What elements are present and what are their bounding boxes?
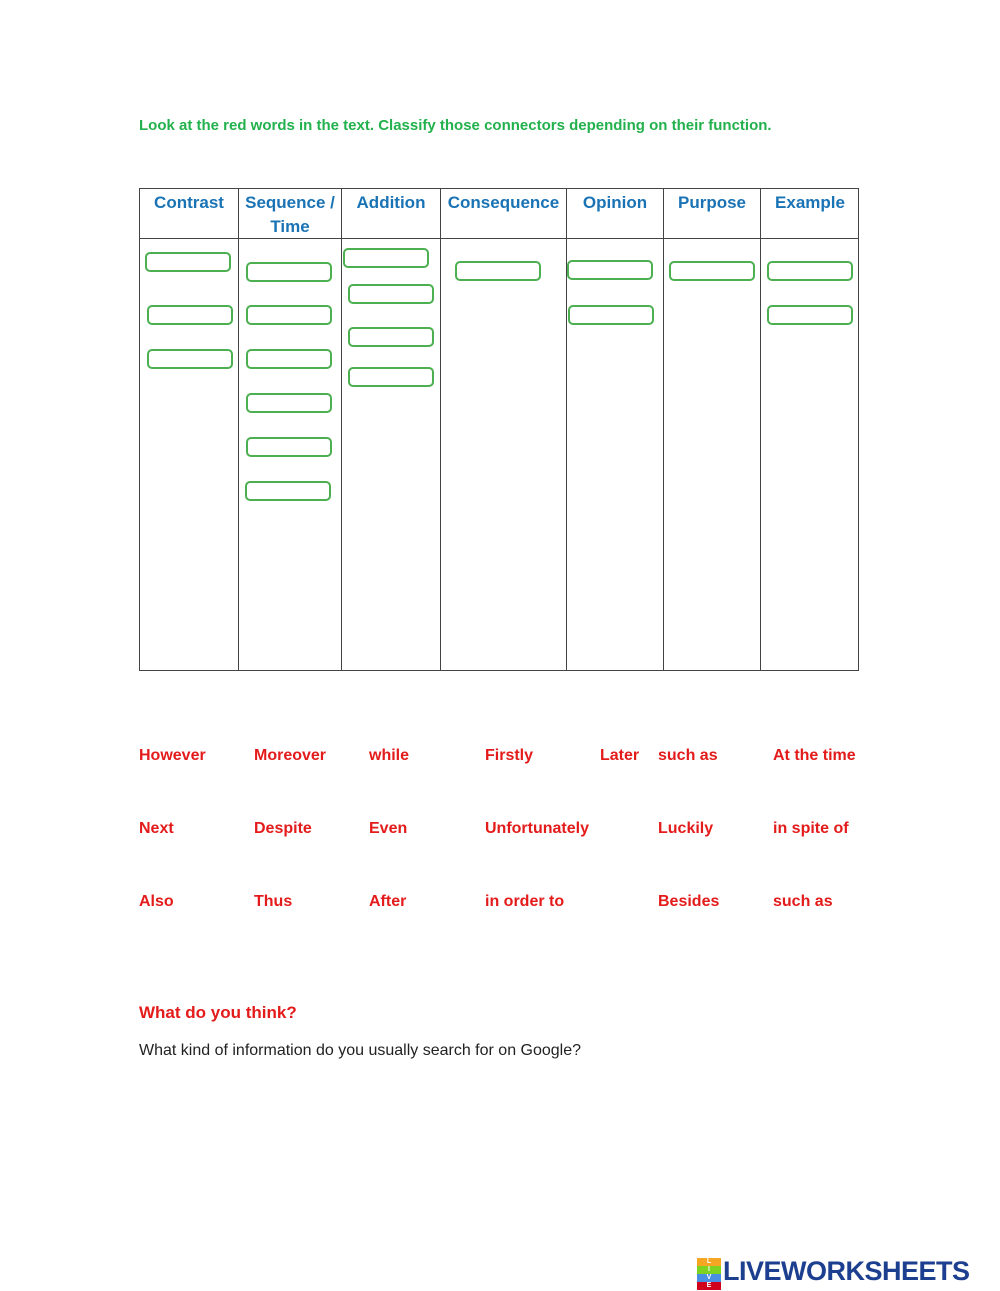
answer-slot-sequence[interactable] xyxy=(246,262,332,282)
word-luckily[interactable]: Luckily xyxy=(658,820,714,837)
word-even[interactable]: Even xyxy=(369,820,408,837)
logo-text: LIVEWORKSHEETS xyxy=(723,1255,970,1286)
header-opinion: Opinion xyxy=(582,193,648,212)
word-next[interactable]: Next xyxy=(139,820,174,837)
answer-slot-opinion[interactable] xyxy=(568,305,654,325)
word-despite[interactable]: Despite xyxy=(254,820,312,837)
word-such-as[interactable]: such as xyxy=(658,747,718,764)
column-divider xyxy=(440,189,441,670)
logo-letter: V xyxy=(697,1274,721,1282)
word-firstly[interactable]: Firstly xyxy=(485,747,534,764)
word-thus[interactable]: Thus xyxy=(254,893,293,910)
logo-letter: L xyxy=(697,1258,721,1266)
word-moreover[interactable]: Moreover xyxy=(254,747,327,764)
answer-slot-sequence[interactable] xyxy=(245,481,331,501)
answer-slot-example[interactable] xyxy=(767,305,853,325)
header-consequence: Consequence xyxy=(447,193,560,212)
liveworksheets-logo xyxy=(697,1255,970,1289)
word-in-order-to[interactable]: in order to xyxy=(485,893,565,910)
answer-slot-purpose[interactable] xyxy=(669,261,755,281)
logo-icon xyxy=(697,1258,721,1289)
word-in-spite-of[interactable]: in spite of xyxy=(773,820,849,837)
word-at-the-time[interactable]: At the time xyxy=(773,747,856,764)
answer-slot-sequence[interactable] xyxy=(246,437,332,457)
answer-slot-example[interactable] xyxy=(767,261,853,281)
column-divider xyxy=(238,189,239,670)
logo-letter: E xyxy=(697,1282,721,1290)
column-divider xyxy=(760,189,761,670)
header-addition: Addition xyxy=(356,193,426,212)
answer-slot-sequence[interactable] xyxy=(246,393,332,413)
word-later[interactable]: Later xyxy=(600,747,640,764)
answer-slot-addition[interactable] xyxy=(348,284,434,304)
column-divider xyxy=(566,189,567,670)
answer-slot-consequence[interactable] xyxy=(455,261,541,281)
header-purpose: Purpose xyxy=(677,193,747,212)
word-such-as[interactable]: such as xyxy=(773,893,833,910)
word-unfortunately[interactable]: Unfortunately xyxy=(485,820,589,837)
answer-slot-addition[interactable] xyxy=(343,248,429,268)
word-however[interactable]: However xyxy=(139,747,206,764)
answer-slot-addition[interactable] xyxy=(348,327,434,347)
header-sequence-time: Sequence / Time xyxy=(245,193,335,236)
header-example: Example xyxy=(775,193,845,212)
word-also[interactable]: Also xyxy=(139,893,174,910)
answer-slot-sequence[interactable] xyxy=(246,349,332,369)
header-contrast: Contrast xyxy=(154,193,224,212)
think-heading: What do you think? xyxy=(139,1003,297,1022)
instruction-text: Look at the red words in the text. Classify those connectors depending on their function. xyxy=(139,117,772,134)
column-divider xyxy=(663,189,664,670)
answer-slot-contrast[interactable] xyxy=(147,305,233,325)
answer-slot-contrast[interactable] xyxy=(145,252,231,272)
answer-slot-opinion[interactable] xyxy=(567,260,653,280)
word-besides[interactable]: Besides xyxy=(658,893,720,910)
word-while[interactable]: while xyxy=(369,747,410,764)
logo-letter: I xyxy=(697,1266,721,1274)
answer-slot-addition[interactable] xyxy=(348,367,434,387)
answer-slot-sequence[interactable] xyxy=(246,305,332,325)
question-text: What kind of information do you usually search for on Google? xyxy=(139,1042,582,1059)
word-after[interactable]: After xyxy=(369,893,407,910)
column-divider xyxy=(341,189,342,670)
answer-slot-contrast[interactable] xyxy=(147,349,233,369)
